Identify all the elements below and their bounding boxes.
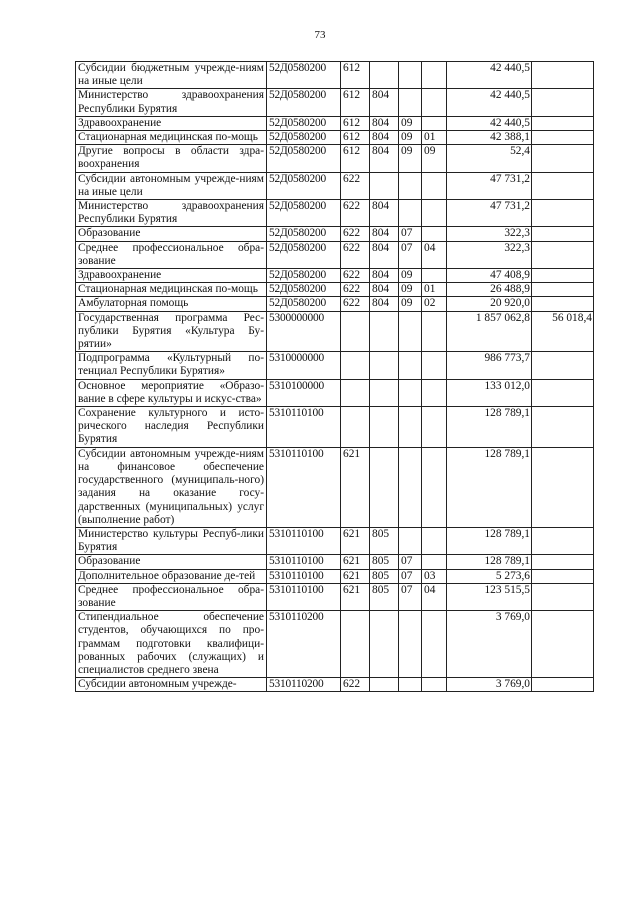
amount-cell: 128 789,1	[447, 527, 532, 554]
administrator-cell	[370, 62, 399, 89]
section-cell	[399, 678, 422, 692]
table-row	[76, 227, 594, 241]
expense-type-cell: 621	[341, 569, 370, 583]
section-cell: 07	[399, 555, 422, 569]
table-row	[76, 131, 594, 145]
amount-cell: 322,3	[447, 227, 532, 241]
row-name-cell: Субсидии автономным учрежде-ниям на иные цели	[76, 172, 267, 199]
administrator-cell: 804	[370, 116, 399, 130]
section-cell	[399, 527, 422, 554]
subsection-cell	[422, 555, 447, 569]
federal-amount-cell	[532, 583, 594, 610]
expense-type-cell	[341, 407, 370, 448]
target-article-cell: 52Д0580200	[267, 269, 341, 283]
amount-cell: 47 731,2	[447, 200, 532, 227]
administrator-cell: 804	[370, 297, 399, 311]
administrator-cell: 804	[370, 269, 399, 283]
section-cell: 07	[399, 583, 422, 610]
row-name-cell: Сохранение культурного и исто-рического наследия Республики Бурятия	[76, 407, 267, 448]
amount-cell: 128 789,1	[447, 407, 532, 448]
amount-cell: 123 515,5	[447, 583, 532, 610]
table-row	[76, 297, 594, 311]
federal-amount-cell	[532, 527, 594, 554]
administrator-cell	[370, 447, 399, 527]
section-cell	[399, 311, 422, 352]
federal-amount-cell	[532, 200, 594, 227]
table-row	[76, 200, 594, 227]
federal-amount-cell	[532, 379, 594, 406]
federal-amount-cell: 56 018,4	[532, 311, 594, 352]
target-article-cell: 5310110100	[267, 447, 341, 527]
section-cell: 09	[399, 145, 422, 172]
administrator-cell: 804	[370, 227, 399, 241]
federal-amount-cell	[532, 145, 594, 172]
target-article-cell: 5310000000	[267, 352, 341, 379]
administrator-cell	[370, 172, 399, 199]
amount-cell: 3 769,0	[447, 678, 532, 692]
subsection-cell: 04	[422, 583, 447, 610]
federal-amount-cell	[532, 352, 594, 379]
row-name-cell: Основное мероприятие «Образо-вание в сфере культуры и искус-ства»	[76, 379, 267, 406]
federal-amount-cell	[532, 89, 594, 116]
federal-amount-cell	[532, 172, 594, 199]
expense-type-cell	[341, 352, 370, 379]
expense-type-cell: 612	[341, 145, 370, 172]
table-row	[76, 678, 594, 692]
section-cell: 09	[399, 297, 422, 311]
subsection-cell	[422, 62, 447, 89]
section-cell	[399, 89, 422, 116]
expense-type-cell	[341, 611, 370, 678]
administrator-cell: 805	[370, 583, 399, 610]
target-article-cell: 5310110100	[267, 569, 341, 583]
target-article-cell: 5310110100	[267, 555, 341, 569]
row-name-cell: Государственная программа Рес-публики Бурятия «Культура Бу-рятии»	[76, 311, 267, 352]
administrator-cell: 805	[370, 555, 399, 569]
federal-amount-cell	[532, 447, 594, 527]
federal-amount-cell	[532, 131, 594, 145]
expense-type-cell: 622	[341, 172, 370, 199]
administrator-cell	[370, 352, 399, 379]
administrator-cell: 804	[370, 283, 399, 297]
expense-type-cell: 621	[341, 447, 370, 527]
section-cell	[399, 352, 422, 379]
subsection-cell	[422, 172, 447, 199]
target-article-cell: 52Д0580200	[267, 297, 341, 311]
amount-cell: 42 440,5	[447, 116, 532, 130]
amount-cell: 47 408,9	[447, 269, 532, 283]
subsection-cell	[422, 352, 447, 379]
row-name-cell: Министерство культуры Респуб-лики Бурятия	[76, 527, 267, 554]
table-row	[76, 583, 594, 610]
section-cell	[399, 611, 422, 678]
amount-cell: 47 731,2	[447, 172, 532, 199]
row-name-cell: Министерство здравоохранения Республики Бурятия	[76, 200, 267, 227]
subsection-cell	[422, 116, 447, 130]
section-cell	[399, 172, 422, 199]
administrator-cell	[370, 379, 399, 406]
row-name-cell: Субсидии автономным учрежде-	[76, 678, 267, 692]
section-cell: 07	[399, 241, 422, 268]
expense-type-cell: 621	[341, 583, 370, 610]
administrator-cell	[370, 311, 399, 352]
expense-type-cell: 622	[341, 297, 370, 311]
row-name-cell: Среднее профессиональное обра-зование	[76, 241, 267, 268]
row-name-cell: Среднее профессиональное обра-зование	[76, 583, 267, 610]
row-name-cell: Амбулаторная помощь	[76, 297, 267, 311]
table-row	[76, 569, 594, 583]
table-row	[76, 89, 594, 116]
subsection-cell	[422, 611, 447, 678]
administrator-cell: 804	[370, 89, 399, 116]
subsection-cell	[422, 379, 447, 406]
page-number: 73	[314, 29, 326, 41]
row-name-cell: Здравоохранение	[76, 116, 267, 130]
administrator-cell: 805	[370, 569, 399, 583]
administrator-cell	[370, 611, 399, 678]
subsection-cell: 01	[422, 131, 447, 145]
administrator-cell: 804	[370, 145, 399, 172]
subsection-cell	[422, 89, 447, 116]
amount-cell: 133 012,0	[447, 379, 532, 406]
section-cell: 09	[399, 269, 422, 283]
subsection-cell: 09	[422, 145, 447, 172]
federal-amount-cell	[532, 555, 594, 569]
section-cell	[399, 447, 422, 527]
table-row	[76, 407, 594, 448]
subsection-cell: 01	[422, 283, 447, 297]
expense-type-cell: 612	[341, 62, 370, 89]
row-name-cell: Другие вопросы в области здра-воохранения	[76, 145, 267, 172]
row-name-cell: Министерство здравоохранения Республики Бурятия	[76, 89, 267, 116]
federal-amount-cell	[532, 407, 594, 448]
table-row	[76, 269, 594, 283]
federal-amount-cell	[532, 116, 594, 130]
administrator-cell	[370, 407, 399, 448]
row-name-cell: Субсидии автономным учрежде-ниям на финансовое обеспечение государственного (муниципаль-ного) задания на оказание госу-дарственных (муниципальных) услуг (выполнение работ)	[76, 447, 267, 527]
expense-type-cell: 622	[341, 241, 370, 268]
row-name-cell: Стипендиальное обеспечение студентов, обучающихся по про-граммам подготовки квалифици-рованных рабочих (служащих) и специалистов среднего звена	[76, 611, 267, 678]
amount-cell: 42 440,5	[447, 62, 532, 89]
expense-type-cell: 622	[341, 200, 370, 227]
subsection-cell	[422, 447, 447, 527]
federal-amount-cell	[532, 241, 594, 268]
federal-amount-cell	[532, 62, 594, 89]
table-row	[76, 311, 594, 352]
expense-type-cell: 622	[341, 678, 370, 692]
administrator-cell: 805	[370, 527, 399, 554]
target-article-cell: 52Д0580200	[267, 172, 341, 199]
amount-cell: 1 857 062,8	[447, 311, 532, 352]
administrator-cell	[370, 678, 399, 692]
administrator-cell: 804	[370, 200, 399, 227]
subsection-cell	[422, 678, 447, 692]
amount-cell: 986 773,7	[447, 352, 532, 379]
expense-type-cell: 612	[341, 116, 370, 130]
section-cell: 07	[399, 569, 422, 583]
table-row	[76, 145, 594, 172]
federal-amount-cell	[532, 297, 594, 311]
row-name-cell: Дополнительное образование де-тей	[76, 569, 267, 583]
subsection-cell: 04	[422, 241, 447, 268]
subsection-cell	[422, 311, 447, 352]
amount-cell: 52,4	[447, 145, 532, 172]
table-row	[76, 62, 594, 89]
row-name-cell: Стационарная медицинская по-мощь	[76, 283, 267, 297]
amount-cell: 42 440,5	[447, 89, 532, 116]
target-article-cell: 5310110200	[267, 611, 341, 678]
expense-type-cell: 622	[341, 269, 370, 283]
expense-type-cell: 622	[341, 283, 370, 297]
administrator-cell: 804	[370, 241, 399, 268]
expense-type-cell: 622	[341, 227, 370, 241]
federal-amount-cell	[532, 611, 594, 678]
table-row	[76, 527, 594, 554]
target-article-cell: 52Д0580200	[267, 62, 341, 89]
budget-table	[75, 61, 594, 692]
section-cell: 09	[399, 283, 422, 297]
section-cell: 07	[399, 227, 422, 241]
target-article-cell: 5310110100	[267, 527, 341, 554]
target-article-cell: 5300000000	[267, 311, 341, 352]
expense-type-cell: 612	[341, 131, 370, 145]
row-name-cell: Субсидии бюджетным учрежде-ниям на иные цели	[76, 62, 267, 89]
subsection-cell	[422, 527, 447, 554]
subsection-cell: 02	[422, 297, 447, 311]
amount-cell: 42 388,1	[447, 131, 532, 145]
expense-type-cell	[341, 379, 370, 406]
subsection-cell: 03	[422, 569, 447, 583]
amount-cell: 3 769,0	[447, 611, 532, 678]
expense-type-cell: 621	[341, 555, 370, 569]
table-row	[76, 611, 594, 678]
target-article-cell: 52Д0580200	[267, 145, 341, 172]
target-article-cell: 52Д0580200	[267, 131, 341, 145]
row-name-cell: Образование	[76, 555, 267, 569]
target-article-cell: 5310110200	[267, 678, 341, 692]
section-cell	[399, 200, 422, 227]
expense-type-cell: 612	[341, 89, 370, 116]
target-article-cell: 52Д0580200	[267, 283, 341, 297]
section-cell	[399, 407, 422, 448]
section-cell: 09	[399, 131, 422, 145]
table-row	[76, 379, 594, 406]
amount-cell: 20 920,0	[447, 297, 532, 311]
section-cell	[399, 379, 422, 406]
expense-type-cell	[341, 311, 370, 352]
row-name-cell: Здравоохранение	[76, 269, 267, 283]
target-article-cell: 52Д0580200	[267, 200, 341, 227]
subsection-cell	[422, 227, 447, 241]
amount-cell: 5 273,6	[447, 569, 532, 583]
expense-type-cell: 621	[341, 527, 370, 554]
subsection-cell	[422, 269, 447, 283]
row-name-cell: Стационарная медицинская по-мощь	[76, 131, 267, 145]
table-row	[76, 555, 594, 569]
federal-amount-cell	[532, 678, 594, 692]
target-article-cell: 52Д0580200	[267, 241, 341, 268]
target-article-cell: 5310110100	[267, 407, 341, 448]
amount-cell: 322,3	[447, 241, 532, 268]
table-body	[76, 62, 594, 692]
table-row	[76, 447, 594, 527]
federal-amount-cell	[532, 569, 594, 583]
target-article-cell: 52Д0580200	[267, 116, 341, 130]
section-cell: 09	[399, 116, 422, 130]
target-article-cell: 52Д0580200	[267, 89, 341, 116]
target-article-cell: 52Д0580200	[267, 227, 341, 241]
federal-amount-cell	[532, 283, 594, 297]
table-row	[76, 352, 594, 379]
section-cell	[399, 62, 422, 89]
target-article-cell: 5310110100	[267, 583, 341, 610]
federal-amount-cell	[532, 227, 594, 241]
subsection-cell	[422, 200, 447, 227]
amount-cell: 128 789,1	[447, 555, 532, 569]
amount-cell: 26 488,9	[447, 283, 532, 297]
table-row	[76, 241, 594, 268]
federal-amount-cell	[532, 269, 594, 283]
row-name-cell: Образование	[76, 227, 267, 241]
administrator-cell: 804	[370, 131, 399, 145]
amount-cell: 128 789,1	[447, 447, 532, 527]
table-row	[76, 283, 594, 297]
target-article-cell: 5310100000	[267, 379, 341, 406]
row-name-cell: Подпрограмма «Культурный по-тенциал Республики Бурятия»	[76, 352, 267, 379]
subsection-cell	[422, 407, 447, 448]
table-row	[76, 116, 594, 130]
table-row	[76, 172, 594, 199]
